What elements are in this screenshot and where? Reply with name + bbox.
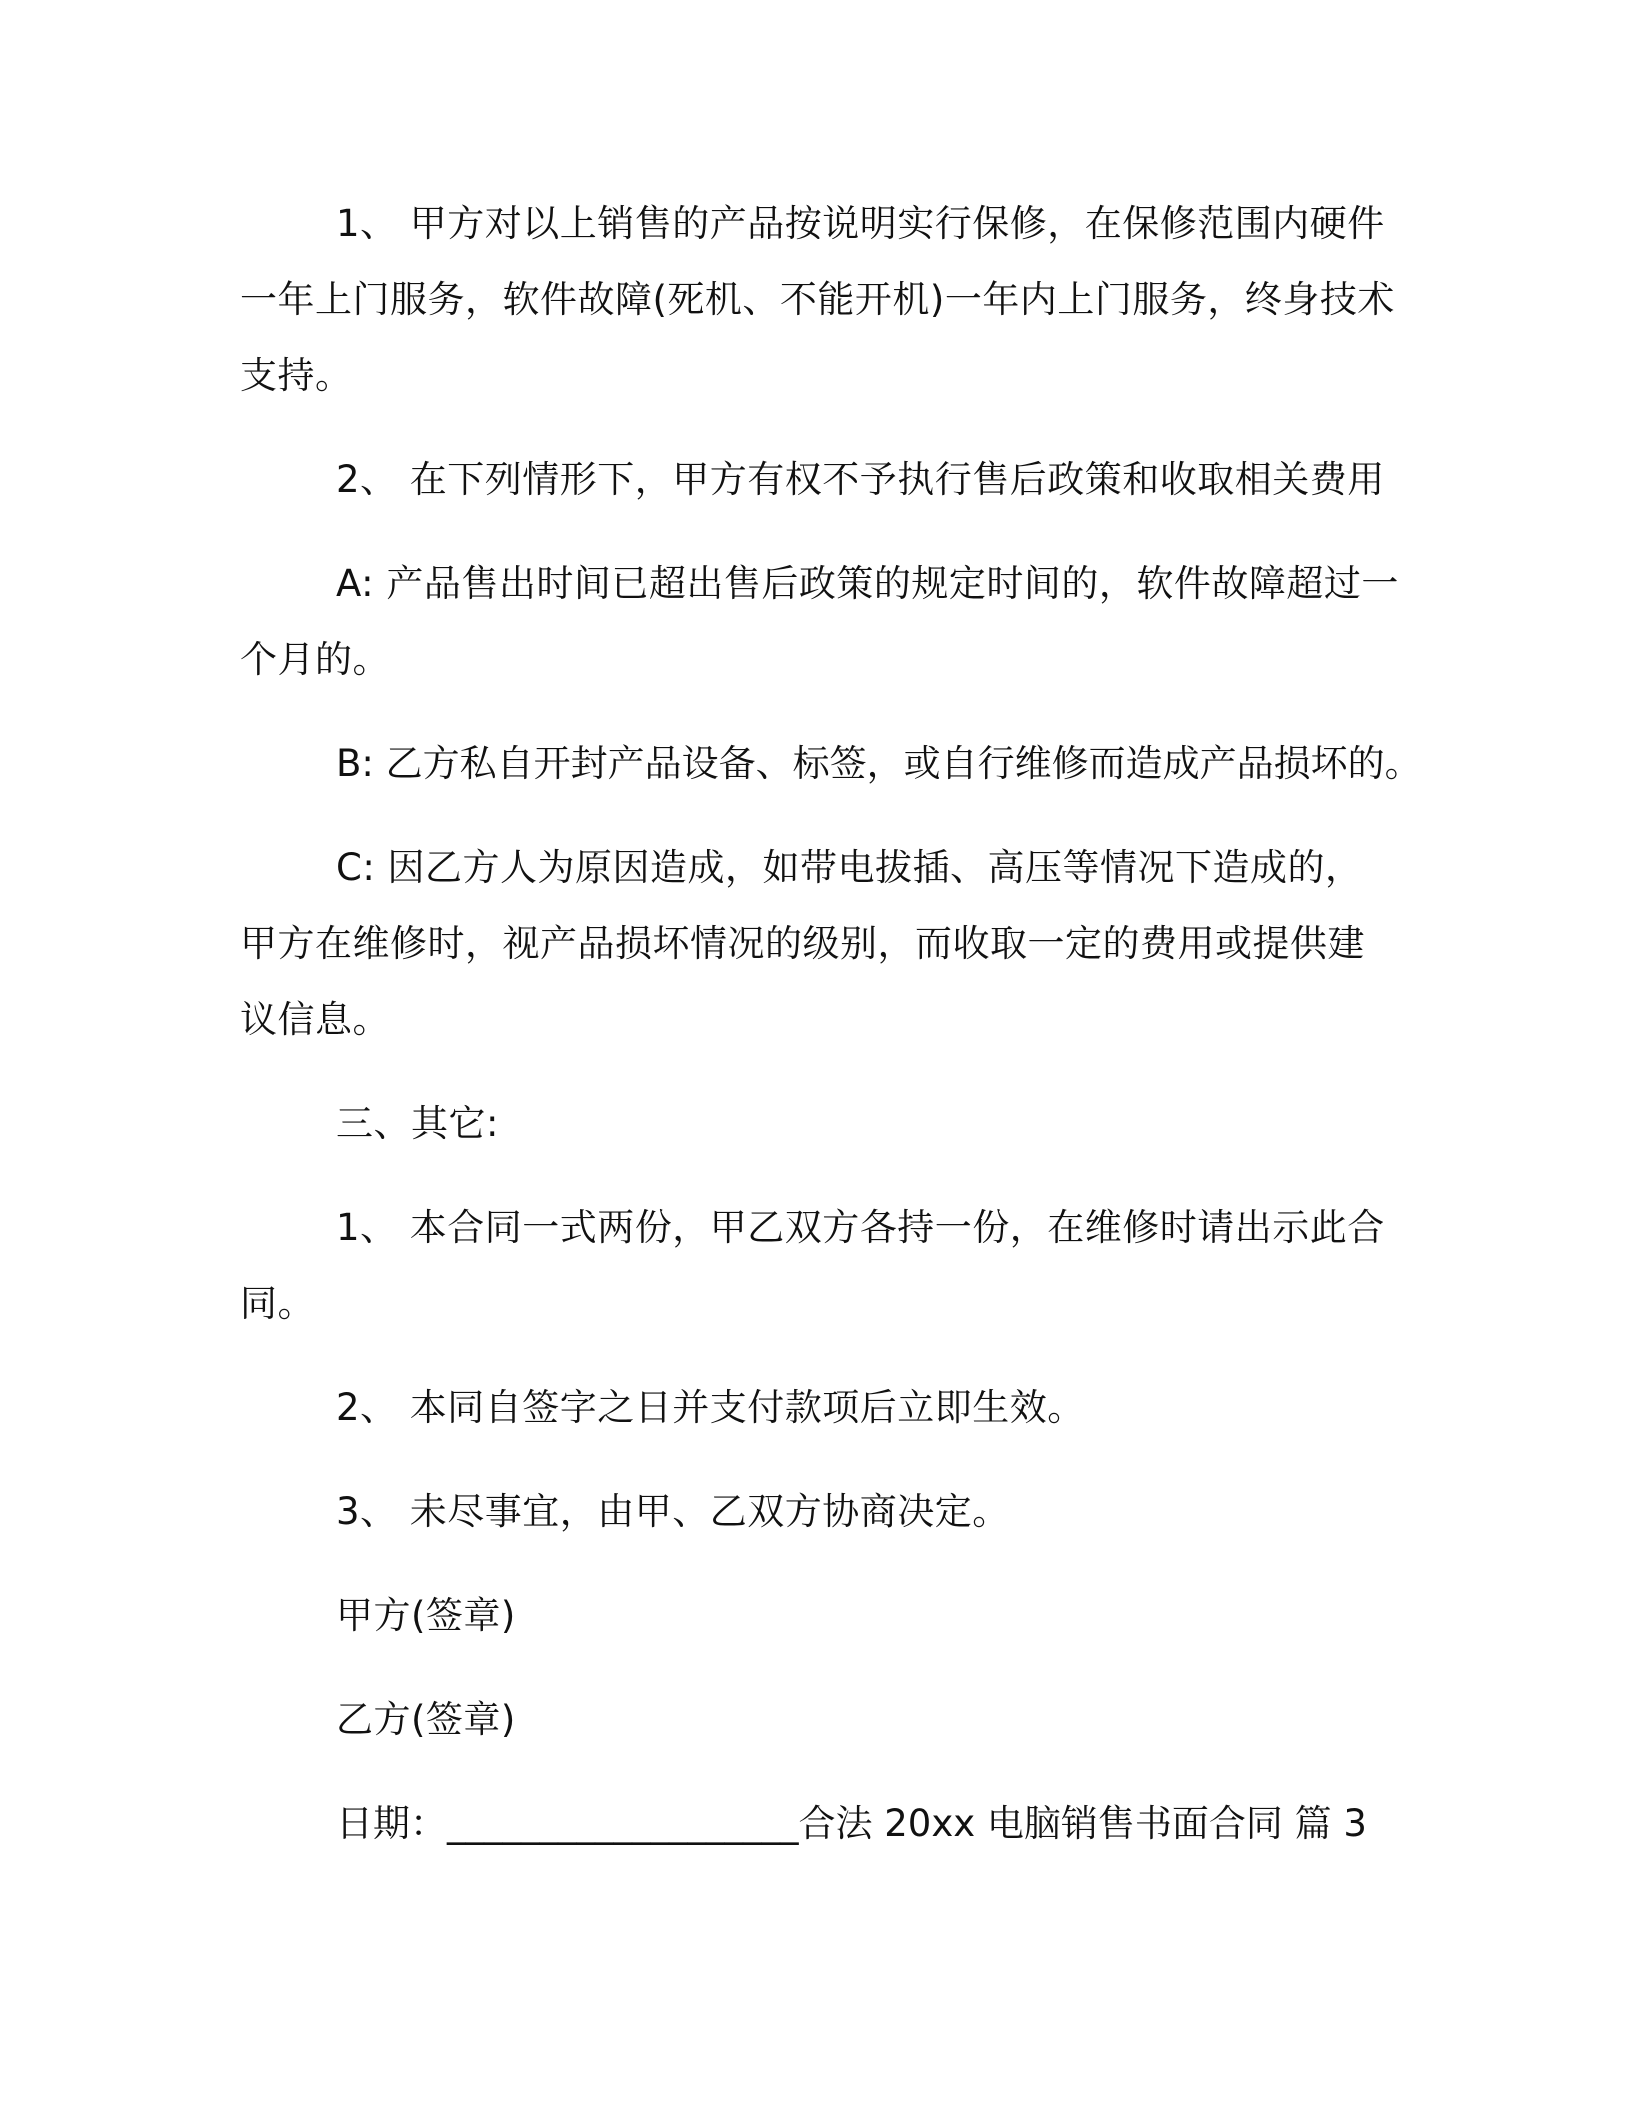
- other-clause-1: 1、 本合同一式两份，甲乙双方各持一份，在维修时请出示此合同。: [240, 1206, 1385, 1325]
- date-line: 日期：___________________合法 20xx 电脑销售书面合同 篇 3: [336, 1802, 1367, 1845]
- document-body: [240, 186, 1422, 1890]
- warranty-clause: 1、 甲方对以上销售的产品按说明实行保修，在保修范围内硬件一年上门服务，软件故障(死机、不能开机)一年内上门服务，终身技术支持。: [240, 202, 1395, 397]
- other-clause-2: 2、 本同自签字之日并支付款项后立即生效。: [336, 1386, 1085, 1429]
- exemption-item-c: C: 因乙方人为原因造成，如带电拔插、高压等情况下造成的，甲方在维修时，视产品损坏情况的级别，而收取一定的费用或提供建议信息。: [240, 846, 1365, 1041]
- other-clause-3: 3、 未尽事宜，由甲、乙双方协商决定。: [336, 1490, 1010, 1533]
- party-b-signature: 乙方(签章): [336, 1698, 516, 1741]
- exemption-item-b: B: 乙方私自开封产品设备、标签，或自行维修而造成产品损坏的。: [336, 742, 1422, 785]
- exemption-clause-heading: 2、 在下列情形下，甲方有权不予执行售后政策和收取相关费用: [336, 458, 1385, 501]
- party-a-signature: 甲方(签章): [336, 1594, 516, 1637]
- exemption-item-a: A: 产品售出时间已超出售后政策的规定时间的，软件故障超过一个月的。: [240, 562, 1399, 681]
- section-heading-other: 三、其它:: [336, 1102, 499, 1145]
